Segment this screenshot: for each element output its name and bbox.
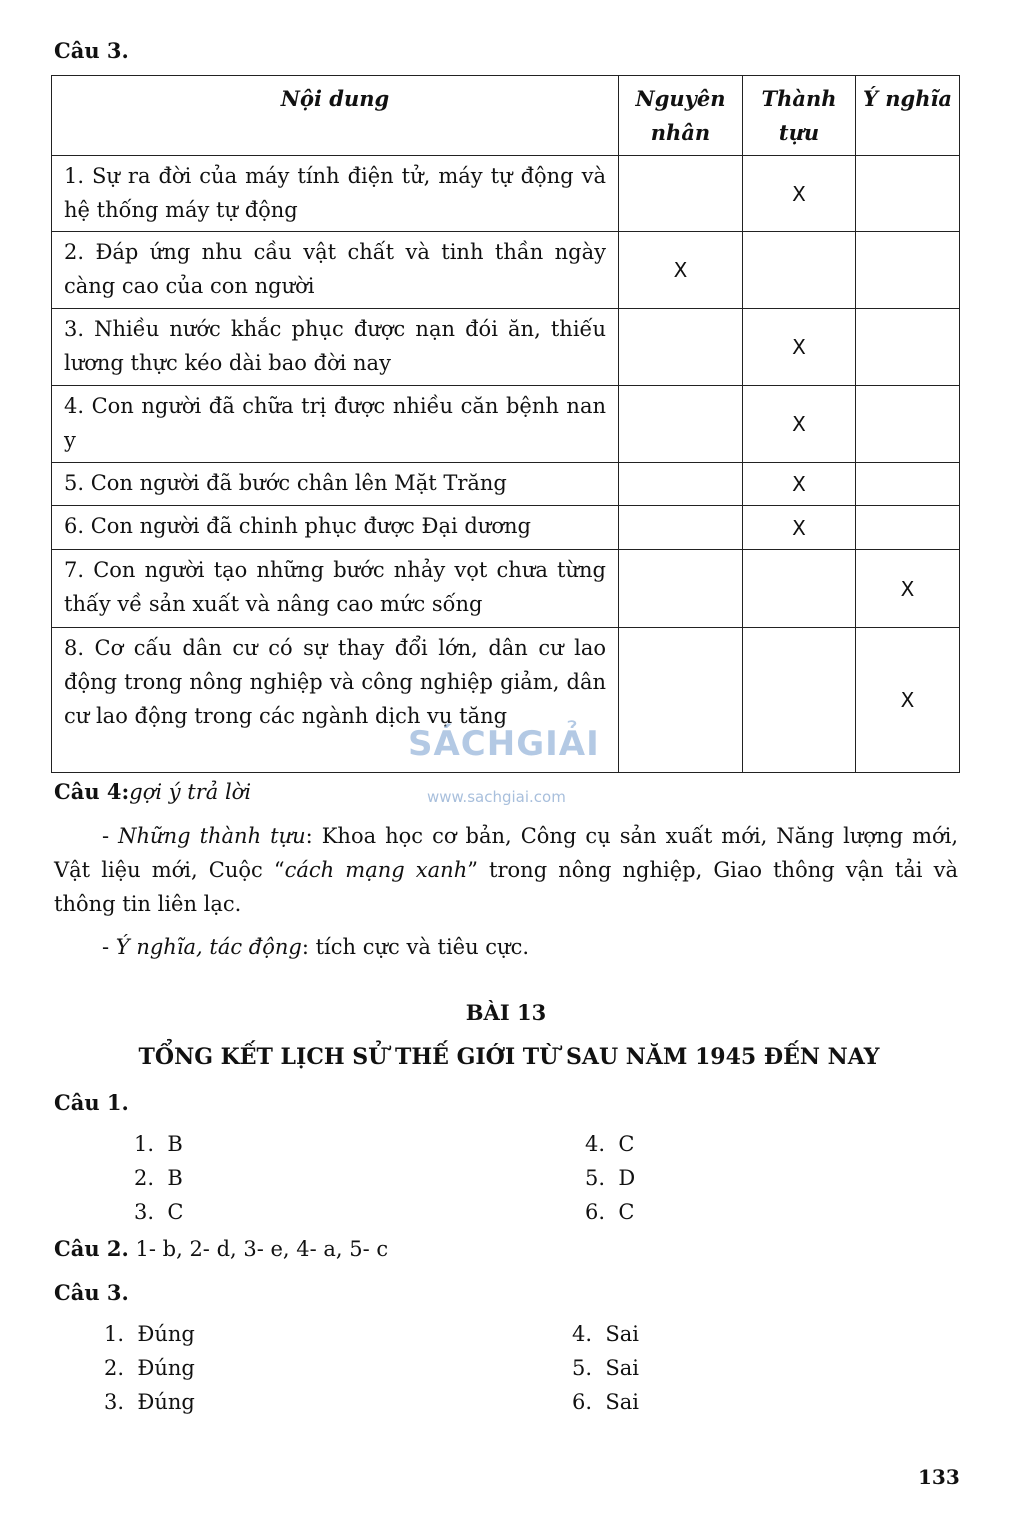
lesson-q2-line <box>54 1236 388 1261</box>
q1-answer-6: 6. C <box>585 1200 635 1224</box>
table-row <box>52 506 960 550</box>
meaning-paragraph: - Ý nghĩa, tác động: tích cực và tiêu cực. <box>102 935 530 959</box>
row-meaning-mark <box>856 156 960 232</box>
table-row <box>52 550 960 628</box>
row-meaning-mark <box>856 386 960 463</box>
table-row <box>52 156 960 232</box>
row-content: 4. Con người đã chữa trị được nhiều căn bệnh nan y <box>52 386 619 463</box>
row-content: 1. Sự ra đời của máy tính điện tử, máy tự động và hệ thống máy tự động <box>52 156 619 232</box>
watermark-url: www.sachgiai.com <box>427 788 566 806</box>
green-revolution-term: cách mạng xanh <box>284 858 468 882</box>
row-achievement-mark <box>743 628 856 773</box>
row-cause-mark: X <box>619 232 743 309</box>
lesson-q2-answers: 1- b, 2- d, 3- e, 4- a, 5- c <box>135 1237 389 1261</box>
row-cause-mark <box>619 156 743 232</box>
lesson-q2-heading: Câu 2. <box>54 1236 129 1261</box>
lesson-q3-heading: Câu 3. <box>54 1280 129 1305</box>
q3-answer-2: 2. Đúng <box>104 1356 195 1380</box>
question-3-heading: Câu 3. <box>54 38 129 63</box>
question-4-subtitle: gợi ý trả lời <box>129 780 252 804</box>
row-meaning-mark <box>856 506 960 550</box>
table-row <box>52 232 960 309</box>
meaning-text: : tích cực và tiêu cực. <box>301 935 530 959</box>
row-achievement-mark <box>743 550 856 628</box>
row-achievement-mark: X <box>743 309 856 386</box>
achievements-paragraph: - Những thành tựu: Khoa học cơ bản, Công cụ sản xuất mới, Năng lượng mới, Vật liệu mới, Cuộc “cách mạng xanh” trong nông nghiệp, Giao thông vận tải và thông tin liên lạc. <box>54 824 959 916</box>
row-content: 3. Nhiều nước khắc phục được nạn đói ăn, thiếu lương thực kéo dài bao đời nay <box>52 309 619 386</box>
q3-answer-3: 3. Đúng <box>104 1390 195 1414</box>
q3-answer-1: 1. Đúng <box>104 1322 195 1346</box>
achievements-text-a: : Khoa học cơ bản, Công cụ sản xuất mới, Năng lượng mới, Vật liệu mới, Cuộc “ <box>54 824 959 882</box>
achievements-text-b: ” trong nông nghiệp, Giao thông vận tải và thông tin liên lạc. <box>54 858 958 916</box>
q3-answer-6: 6. Sai <box>572 1390 640 1414</box>
header-achievement: Thành tựu <box>743 76 856 156</box>
q1-answer-1: 1. B <box>134 1132 183 1156</box>
table-row <box>52 386 960 463</box>
row-content: 8. Cơ cấu dân cư có sự thay đổi lớn, dân cư lao động trong nông nghiệp và công nghiệp giảm, dân cư lao động trong các ngành dịch vụ tăng <box>52 628 619 773</box>
row-meaning-mark: X <box>856 628 960 773</box>
row-cause-mark <box>619 386 743 463</box>
table-row <box>52 463 960 506</box>
header-cause: Nguyên nhân <box>619 76 743 156</box>
q3-answer-5: 5. Sai <box>572 1356 640 1380</box>
achievements-label: Những thành tựu <box>118 824 306 848</box>
row-achievement-mark: X <box>743 506 856 550</box>
row-meaning-mark <box>856 309 960 386</box>
watermark-logo: SÁCHGIẢI <box>408 724 600 764</box>
q1-answer-2: 2. B <box>134 1166 183 1190</box>
page-number: 133 <box>918 1465 960 1489</box>
q3-answer-4: 4. Sai <box>572 1322 640 1346</box>
answer-table <box>51 75 960 773</box>
row-achievement-mark: X <box>743 386 856 463</box>
row-meaning-mark <box>856 232 960 309</box>
row-content: 5. Con người đã bước chân lên Mặt Trăng <box>52 463 619 506</box>
lesson-number: BÀI 13 <box>465 1000 547 1025</box>
row-meaning-mark <box>856 463 960 506</box>
question-4-line <box>54 779 251 804</box>
lesson-title: TỔNG KẾT LỊCH SỬ THẾ GIỚI TỪ SAU NĂM 1945 ĐẾN NAY <box>138 1044 880 1070</box>
row-achievement-mark <box>743 232 856 309</box>
lesson-q1-heading: Câu 1. <box>54 1090 129 1115</box>
q1-answer-3: 3. C <box>134 1200 184 1224</box>
row-content: 7. Con người tạo những bước nhảy vọt chưa từng thấy về sản xuất và nâng cao mức sống <box>52 550 619 628</box>
row-cause-mark <box>619 463 743 506</box>
meaning-label: Ý nghĩa, tác động <box>115 935 302 959</box>
table-row <box>52 309 960 386</box>
row-achievement-mark: X <box>743 463 856 506</box>
row-meaning-mark: X <box>856 550 960 628</box>
row-content: 6. Con người đã chinh phục được Đại dương <box>52 506 619 550</box>
q1-answer-4: 4. C <box>585 1132 635 1156</box>
row-cause-mark <box>619 309 743 386</box>
question-4-heading: Câu 4: <box>54 779 130 804</box>
table-header-row <box>52 76 960 156</box>
row-achievement-mark: X <box>743 156 856 232</box>
row-cause-mark <box>619 628 743 773</box>
header-content: Nội dung <box>52 76 619 156</box>
row-cause-mark <box>619 506 743 550</box>
row-cause-mark <box>619 550 743 628</box>
row-content: 2. Đáp ứng nhu cầu vật chất và tinh thần ngày càng cao của con người <box>52 232 619 309</box>
q1-answer-5: 5. D <box>585 1166 636 1190</box>
header-meaning: Ý nghĩa <box>856 76 960 156</box>
